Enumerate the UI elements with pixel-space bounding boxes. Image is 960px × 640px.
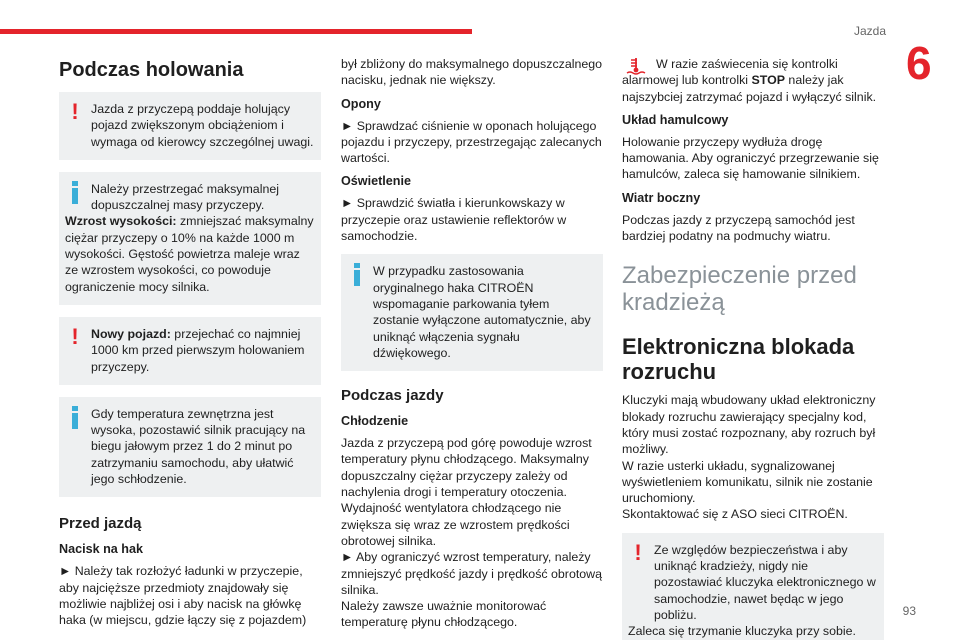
warning-lamp-text: W razie zaświecenia się kontrolki alarmowej lub kontrolki STOP należy jak najszybciej zatrzymać pojazd i wyłączyć silnik. bbox=[622, 57, 877, 104]
paragraph-hitch-load: ► Należy tak rozłożyć ładunki w przyczepie, aby najcięższe przedmioty znajdowały się możliwie najbliżej osi i aby nacisk na główkę haka (w miejscu, gdzie łączy się z pojazdem) bbox=[59, 564, 307, 628]
warning-text: Jazda z przyczepą poddaje holujący pojazd zwiększonym obciążeniom i wymaga od kierowcy szczególnej uwagi. bbox=[91, 102, 314, 149]
paragraph-hitch-continued: był zbliżony do maksymalnego dopuszczalnego nacisku, jednak nie większy. bbox=[341, 57, 603, 88]
warning-box bbox=[59, 317, 321, 385]
paragraph-cooling: Jazda z przyczepą pod górę powoduje wzrost temperatury płynu chłodzącego. Maksymalny dopuszczalny ciężar przyczepy zależy od nachylenia drogi i temperatury otoczenia. Wydajność wentylatora chłodzącego nie zwiększa się wraz ze wzrostem prędkości obrotowej silnika. bbox=[341, 436, 592, 548]
paragraph-lights: ► Sprawdzić światła i kierunkowskazy w przyczepie oraz ustawienie reflektorów w samochodzie. bbox=[341, 196, 567, 244]
column-2 bbox=[341, 56, 603, 631]
exclamation-icon: ! bbox=[634, 539, 642, 565]
info-text-temperature: Gdy temperatura zewnętrzna jest wysoka, pozostawić silnik pracujący na biegu jałowym przez 1 do 2 minut po zatrzymaniu samochodu, aby ułatwić jego schłodzenie. bbox=[91, 406, 306, 487]
chapter-number: 6 bbox=[906, 37, 932, 89]
info-icon bbox=[69, 181, 81, 207]
warning-box bbox=[59, 92, 321, 160]
paragraph-tires: ► Sprawdzać ciśnienie w oponach holującego pojazdu i przyczepy, przestrzegając zalecanych wartości. bbox=[341, 118, 602, 166]
subtitle-lights: Oświetlenie bbox=[341, 174, 411, 189]
info-box bbox=[59, 397, 321, 497]
paragraph-immobiliser-1: Kluczyki mają wbudowany układ elektroniczny blokady rozruchu zawierający specjalny kod, który musi zostać rozpoznany, aby rozruch był możliwy. bbox=[622, 393, 876, 457]
section-title-before-driving: Przed jazdą bbox=[59, 515, 142, 533]
subtitle-hitch-load: Nacisk na hak bbox=[59, 542, 144, 557]
section-title-towing: Podczas holowania bbox=[59, 59, 244, 81]
info-icon bbox=[351, 263, 363, 289]
warning-text-key: Ze względów bezpieczeństwa i aby uniknąć kradzieży, nigdy nie pozostawiać kluczyka elektronicznego w samochodzie, nawet będąc w jego pobliżu. bbox=[654, 542, 876, 622]
header-accent-bar bbox=[0, 29, 472, 34]
info-icon bbox=[69, 406, 81, 432]
section-title-anti-theft: Zabezpieczenie przed kradzieżą bbox=[622, 262, 857, 317]
warning-text-new-vehicle: Nowy pojazd: przejechać co najmniej 1000 km przed pierwszym holowaniem przyczepy. bbox=[91, 326, 305, 374]
subtitle-cooling: Chłodzenie bbox=[341, 414, 409, 429]
title-immobiliser: Elektroniczna blokada rozruchu bbox=[622, 334, 855, 385]
paragraph-crosswind: Podczas jazdy z przyczepą samochód jest bardziej podatny na podmuchy wiatru. bbox=[622, 212, 855, 244]
column-1 bbox=[59, 56, 321, 629]
warning-box bbox=[622, 533, 884, 640]
warning-text-key-2: Zaleca się trzymanie kluczyka przy sobie. bbox=[628, 624, 856, 639]
chapter-title: Jazda bbox=[853, 24, 886, 38]
paragraph-cooling-3: Należy zawsze uważnie monitorować temperaturę płynu chłodzącego. bbox=[341, 599, 547, 630]
page-number: 93 bbox=[902, 604, 916, 618]
column-3 bbox=[622, 56, 884, 640]
paragraph-brakes: Holowanie przyczepy wydłuża drogę hamowania. Aby ograniczyć przegrzewanie się hamulców, zaleca się hamowanie silnikiem. bbox=[622, 134, 879, 182]
info-box bbox=[341, 254, 603, 371]
exclamation-icon: ! bbox=[71, 323, 79, 349]
info-text-parking: W przypadku zastosowania oryginalnego haka CITROËN wspomaganie parkowania tyłem zostanie wyłączone automatycznie, aby uniknąć włączenia sygnału dźwiękowego. bbox=[373, 264, 591, 360]
paragraph-cooling-2: ► Aby ograniczyć wzrost temperatury, należy zmniejszyć prędkość jazdy i prędkość obrotową silnika. bbox=[341, 550, 603, 597]
exclamation-icon: ! bbox=[71, 99, 79, 124]
coolant-warning-icon bbox=[625, 56, 651, 76]
info-text-altitude: Wzrost wysokości: zmniejszać maksymalny ciężar przyczepy o 10% na każde 1000 m wysokości. Gęstość powietrza maleje wraz ze wzrostem wysokości, co powoduje ograniczenie mocy silnika. bbox=[65, 214, 314, 294]
paragraph-immobiliser-3: Skontaktować się z ASO sieci CITROËN. bbox=[622, 507, 848, 522]
subtitle-crosswind: Wiatr boczny bbox=[622, 190, 701, 205]
info-text: Należy przestrzegać maksymalnej dopuszczalnej masy przyczepy. bbox=[91, 181, 279, 213]
paragraph-immobiliser-2: W razie usterki układu, sygnalizowanej wyświetleniem komunikatu, silnik nie zostanie uruchomiony. bbox=[622, 458, 873, 506]
subtitle-tires: Opony bbox=[341, 96, 381, 111]
info-box bbox=[59, 172, 321, 305]
section-title-while-driving: Podczas jazdy bbox=[341, 387, 444, 405]
subtitle-brakes: Układ hamulcowy bbox=[622, 112, 729, 127]
